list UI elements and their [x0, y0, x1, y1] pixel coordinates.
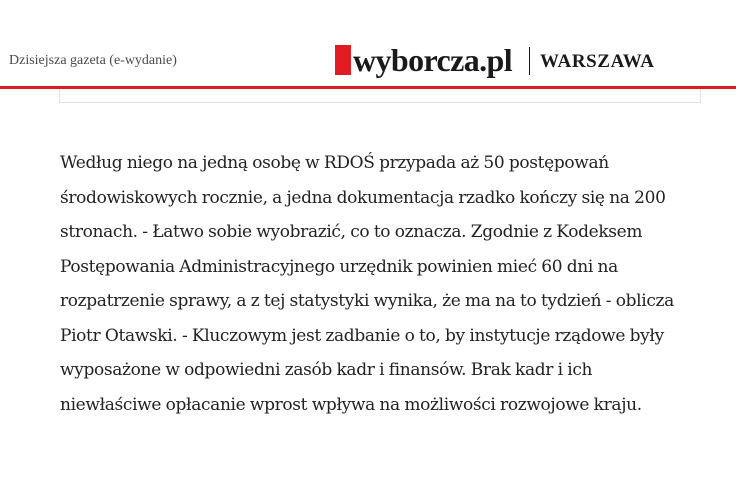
article-paragraph: Według niego na jedną osobę w RDOŚ przypada aż 50 postępowań środowiskowych rocznie, a jedna dokumentacja rzadko kończy się na 200 stronach. - Łatwo sobie wyobrazić, co to oznacza. Zgodnie z Kodeksem Postępowania Administracyjnego urzędnik powinien mieć 60 dni na rozpatrzenie sprawy, a z tej statystyki wynika, że ma na to tydzień - oblicza Piotr Otawski. - Kluczowym jest zadbanie o to, by instytucje rządowe były wyposażone w odpowiedni zasób kadr i finansów. Brak kadr i ich niewłaściwe opłacanie wprost wpływa na możliwości rozwojowe kraju.: [60, 153, 674, 415]
logo-red-block: [335, 45, 351, 75]
e-edition-link[interactable]: Dzisiejsza gazeta (e-wydanie): [9, 53, 177, 68]
wyborcza-logo[interactable]: [335, 44, 512, 76]
site-header: [0, 0, 736, 89]
section-link-warszawa[interactable]: WARSZAWA: [540, 51, 655, 72]
previous-content-box: [59, 89, 701, 103]
logo-text: wyborcza.pl: [353, 42, 513, 78]
logo-divider: [529, 47, 530, 75]
